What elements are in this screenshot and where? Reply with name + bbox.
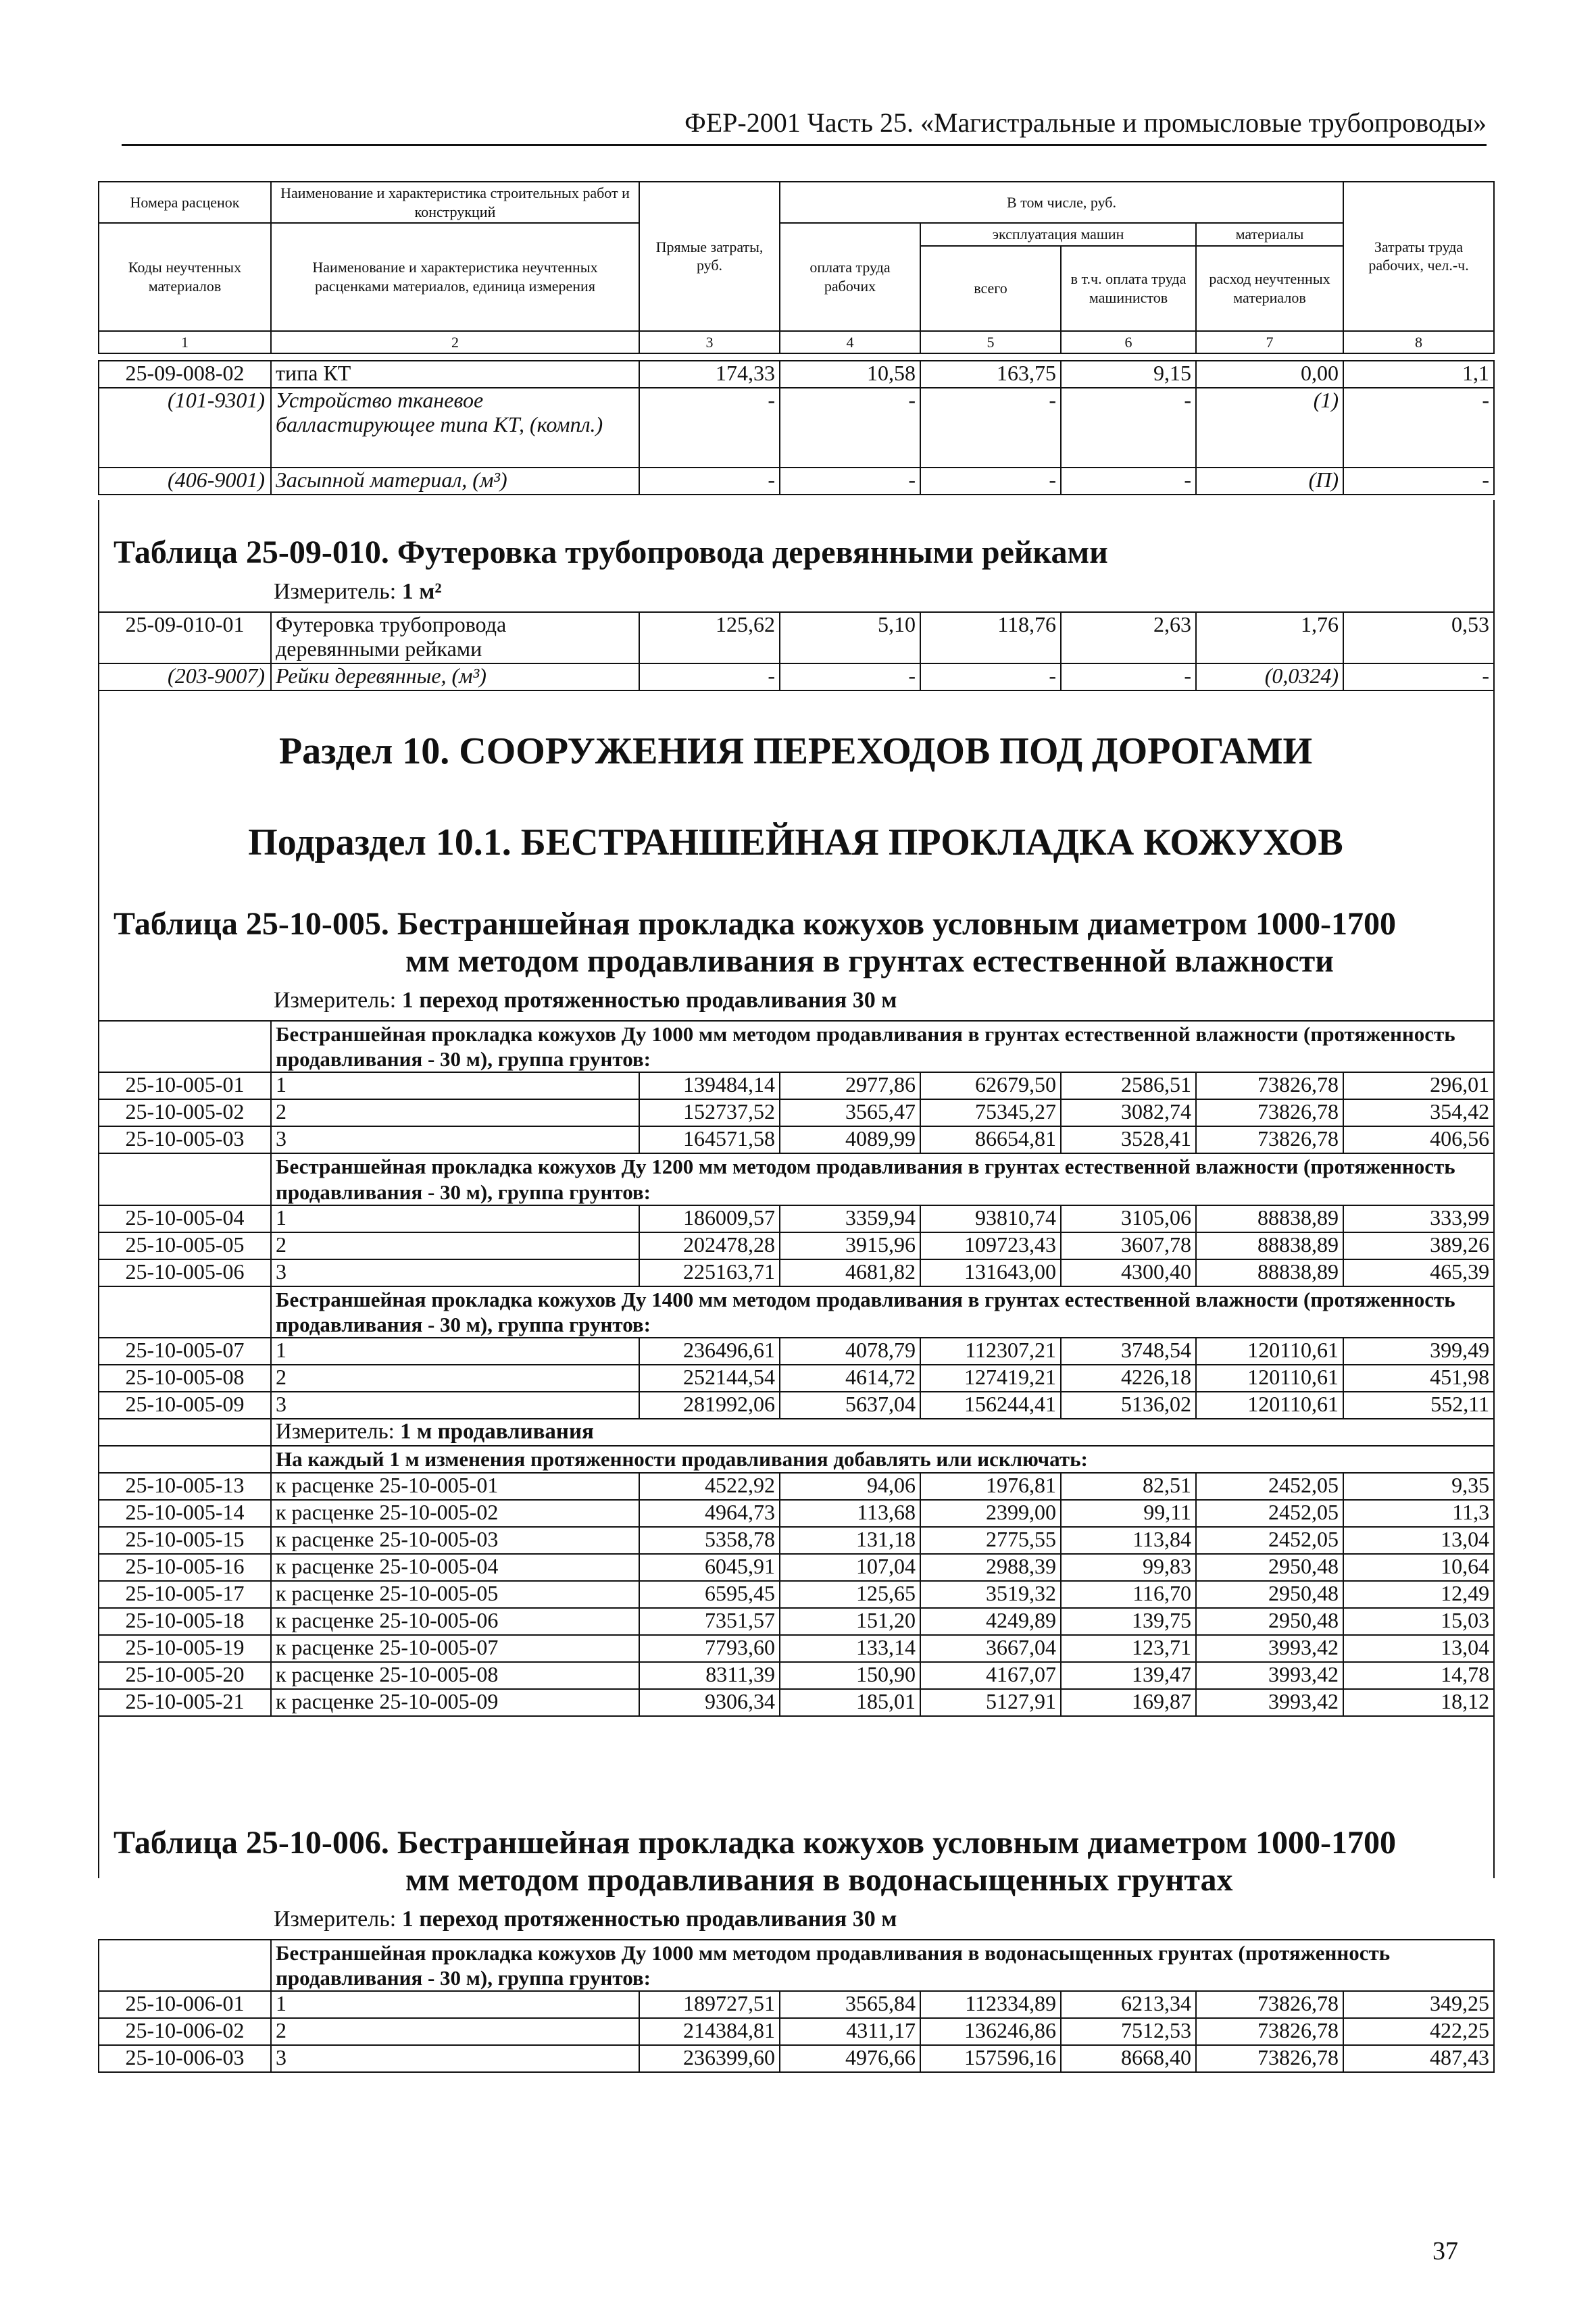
cell: 10,58 [780, 361, 920, 388]
cell: 422,25 [1343, 2018, 1494, 2045]
table-row [99, 1689, 1494, 1716]
rate-name: к расценке 25-10-005-07 [271, 1635, 639, 1662]
cell: 73826,78 [1196, 1126, 1343, 1153]
table-25-09-008-continuation [98, 360, 1495, 495]
col-num: 5 [920, 331, 1061, 354]
table-title-25-10-005-line1: Таблица 25-10-005. Бестраншейная прокладка кожухов условным диаметром 1000-1700 [114, 906, 1396, 942]
rate-name: 3 [271, 1259, 639, 1286]
cell: 156244,41 [920, 1392, 1061, 1419]
cell: - [920, 663, 1061, 690]
cell: 82,51 [1061, 1473, 1196, 1500]
material-code: (203-9007) [99, 663, 271, 690]
group-label: Бестраншейная прокладка кожухов Ду 1000 мм методом продавливания в грунтах естественной влажности (протяженность продавливания - 30 м), группа грунтов: [271, 1021, 1494, 1072]
cell: 2988,39 [920, 1554, 1061, 1581]
table-row [99, 2045, 1494, 2072]
cell: 7512,53 [1061, 2018, 1196, 2045]
cell: 152737,52 [639, 1099, 780, 1126]
group-rows [99, 1991, 1494, 2072]
table-row [99, 1338, 1494, 1365]
cell: 185,01 [780, 1689, 920, 1716]
table-title-25-10-006-line2: мм методом продавливания в водонасыщенных грунтах [405, 1862, 1233, 1898]
table-row [99, 1259, 1494, 1286]
rates-table-header [98, 181, 1495, 354]
table-25-10-005 [98, 1020, 1495, 1717]
table-row [99, 1473, 1494, 1500]
cell: 2977,86 [780, 1072, 920, 1099]
running-head: ФЕР-2001 Часть 25. «Магистральные и промысловые трубопроводы» [122, 107, 1487, 146]
cell: 127419,21 [920, 1365, 1061, 1392]
cell: 349,25 [1343, 1991, 1494, 2018]
cell: 99,83 [1061, 1554, 1196, 1581]
cell: 75345,27 [920, 1099, 1061, 1126]
cell: 3519,32 [920, 1581, 1061, 1608]
table-row [99, 1072, 1494, 1099]
cell: 4311,17 [780, 2018, 920, 2045]
cell: 139,47 [1061, 1662, 1196, 1689]
cell: 131,18 [780, 1527, 920, 1554]
cell: 186009,57 [639, 1205, 780, 1232]
cell: 88838,89 [1196, 1205, 1343, 1232]
cell: - [639, 663, 780, 690]
material-name: Засыпной материал, (м³) [271, 468, 639, 495]
cell: 1,1 [1343, 361, 1494, 388]
cell: 113,68 [780, 1500, 920, 1527]
cell: 86654,81 [920, 1126, 1061, 1153]
cell: 3528,41 [1061, 1126, 1196, 1153]
group-row [99, 1940, 1494, 1991]
cell: 2452,05 [1196, 1527, 1343, 1554]
table-row [99, 1500, 1494, 1527]
col-num: 2 [271, 331, 639, 354]
cell: - [639, 388, 780, 468]
cell: 5,10 [780, 612, 920, 663]
table-title-25-10-005-line2: мм методом продавливания в грунтах естественной влажности [405, 943, 1334, 979]
cell: 13,04 [1343, 1635, 1494, 1662]
rate-name: к расценке 25-10-005-01 [271, 1473, 639, 1500]
cell: 1,76 [1196, 612, 1343, 663]
rate-code: 25-10-005-06 [99, 1259, 271, 1286]
cell: 4614,72 [780, 1365, 920, 1392]
cell: 552,11 [1343, 1392, 1494, 1419]
table-title-25-10-006-line1: Таблица 25-10-006. Бестраншейная прокладка кожухов условным диаметром 1000-1700 [114, 1825, 1396, 1861]
table-row [99, 1554, 1494, 1581]
cell: 139,75 [1061, 1608, 1196, 1635]
cell: 2399,00 [920, 1500, 1061, 1527]
cell: 120110,61 [1196, 1365, 1343, 1392]
cell: 406,56 [1343, 1126, 1494, 1153]
rate-code: 25-10-005-13 [99, 1473, 271, 1500]
table-row [99, 1991, 1494, 2018]
cell: (1) [1196, 388, 1343, 468]
hdr-machinists-pay: в т.ч. оплата труда машинистов [1061, 246, 1196, 331]
cell: 0,00 [1196, 361, 1343, 388]
material-name: Устройство тканевое балластирующее типа КТ, (компл.) [271, 388, 639, 468]
cell: - [1343, 388, 1494, 468]
material-name: Рейки деревянные, (м³) [271, 663, 639, 690]
cell: 174,33 [639, 361, 780, 388]
meter-value: 1 м² [401, 579, 442, 604]
rate-name: 2 [271, 1099, 639, 1126]
rate-code: 25-10-005-17 [99, 1581, 271, 1608]
cell: 10,64 [1343, 1554, 1494, 1581]
cell: 3993,42 [1196, 1635, 1343, 1662]
cell: 3667,04 [920, 1635, 1061, 1662]
group-row [99, 1446, 1494, 1473]
table-25-10-006 [98, 1939, 1495, 2073]
cell: 157596,16 [920, 2045, 1061, 2072]
cell: (0,0324) [1196, 663, 1343, 690]
group-rows [99, 1473, 1494, 1716]
cell: 3082,74 [1061, 1099, 1196, 1126]
hdr-machines: эксплуатация машин [920, 223, 1196, 246]
cell: 73826,78 [1196, 1099, 1343, 1126]
table-row [99, 1662, 1494, 1689]
cell: 99,11 [1061, 1500, 1196, 1527]
col-num: 1 [99, 331, 271, 354]
cell: 12,49 [1343, 1581, 1494, 1608]
table-row [99, 1527, 1494, 1554]
cell: 136246,86 [920, 2018, 1061, 2045]
hdr-material-usage: расход неучтенных материалов [1196, 246, 1343, 331]
cell: 73826,78 [1196, 1991, 1343, 2018]
cell: 2775,55 [920, 1527, 1061, 1554]
meter-25-10-005 [274, 988, 897, 1013]
cell: 116,70 [1061, 1581, 1196, 1608]
cell: 14,78 [1343, 1662, 1494, 1689]
cell: 6595,45 [639, 1581, 780, 1608]
cell: 465,39 [1343, 1259, 1494, 1286]
rate-name: к расценке 25-10-005-03 [271, 1527, 639, 1554]
cell: 73826,78 [1196, 2018, 1343, 2045]
table-row [99, 1581, 1494, 1608]
cell: - [920, 388, 1061, 468]
meter-value: 1 переход протяженностью продавливания 30 м [401, 1907, 897, 1932]
cell: (П) [1196, 468, 1343, 495]
cell: 3607,78 [1061, 1232, 1196, 1259]
rate-name: типа КТ [271, 361, 639, 388]
cell: 15,03 [1343, 1608, 1494, 1635]
meter-label: Измеритель: [274, 1907, 397, 1932]
col-num: 4 [780, 331, 920, 354]
cell: 3915,96 [780, 1232, 920, 1259]
cell: 169,87 [1061, 1689, 1196, 1716]
cell: 113,84 [1061, 1527, 1196, 1554]
hdr-direct-costs: Прямые затраты, руб. [639, 182, 780, 331]
cell: 4300,40 [1061, 1259, 1196, 1286]
cell: 487,43 [1343, 2045, 1494, 2072]
cell: - [1343, 663, 1494, 690]
cell: 112334,89 [920, 1991, 1061, 2018]
cell: 112307,21 [920, 1338, 1061, 1365]
cell: 399,49 [1343, 1338, 1494, 1365]
table-row [99, 468, 1494, 495]
table-row [99, 1635, 1494, 1662]
rate-name: 3 [271, 1126, 639, 1153]
cell: 2452,05 [1196, 1500, 1343, 1527]
cell: 4964,73 [639, 1500, 780, 1527]
group-row [99, 1021, 1494, 1072]
cell: 107,04 [780, 1554, 920, 1581]
cell: 9,35 [1343, 1473, 1494, 1500]
cell: 93810,74 [920, 1205, 1061, 1232]
cell: 8668,40 [1061, 2045, 1196, 2072]
cell: 73826,78 [1196, 1072, 1343, 1099]
col-num: 3 [639, 331, 780, 354]
cell: 214384,81 [639, 2018, 780, 2045]
cell: 4522,92 [639, 1473, 780, 1500]
cell: 7351,57 [639, 1608, 780, 1635]
group-row [99, 1286, 1494, 1338]
rate-code: 25-10-005-07 [99, 1338, 271, 1365]
meter-value: 1 переход протяженностью продавливания 30 м [401, 988, 897, 1013]
rate-name: к расценке 25-10-005-05 [271, 1581, 639, 1608]
hdr-labor-costs: Затраты труда рабочих, чел.-ч. [1343, 182, 1494, 331]
rate-name: 3 [271, 1392, 639, 1419]
rate-name: к расценке 25-10-005-02 [271, 1500, 639, 1527]
rate-name: к расценке 25-10-005-06 [271, 1608, 639, 1635]
rate-code: 25-10-005-15 [99, 1527, 271, 1554]
cell: - [639, 468, 780, 495]
group-rows [99, 1072, 1494, 1153]
cell: 2950,48 [1196, 1608, 1343, 1635]
cell: 13,04 [1343, 1527, 1494, 1554]
cell: - [780, 468, 920, 495]
meter-label: Измеритель: [276, 1419, 395, 1444]
cell: 354,42 [1343, 1099, 1494, 1126]
group-label: Бестраншейная прокладка кожухов Ду 1000 мм методом продавливания в водонасыщенных грунтах (протяженность продавливания - 30 м), группа грунтов: [271, 1940, 1494, 1991]
meter-25-09-010 [274, 579, 442, 605]
hdr-work-name: Наименование и характеристика строительных работ и конструкций [271, 182, 639, 223]
rate-code: 25-10-005-20 [99, 1662, 271, 1689]
hdr-machines-total: всего [920, 246, 1061, 331]
table-title-25-09-010: Таблица 25-09-010. Футеровка трубопровода деревянными рейками [114, 534, 1108, 570]
rate-code: 25-10-005-08 [99, 1365, 271, 1392]
meter-row [99, 1419, 1494, 1446]
rate-code: 25-09-010-01 [99, 612, 271, 663]
cell: 281992,06 [639, 1392, 780, 1419]
rate-code: 25-10-006-01 [99, 1991, 271, 2018]
cell: 3748,54 [1061, 1338, 1196, 1365]
table-row [99, 2018, 1494, 2045]
hdr-material-name: Наименование и характеристика неучтенных расценками материалов, единица измерения [271, 223, 639, 331]
cell: 5637,04 [780, 1392, 920, 1419]
cell: 5136,02 [1061, 1392, 1196, 1419]
cell: 94,06 [780, 1473, 920, 1500]
rate-name: 1 [271, 1338, 639, 1365]
col-num: 6 [1061, 331, 1196, 354]
rate-name: к расценке 25-10-005-04 [271, 1554, 639, 1581]
group-rows [99, 1205, 1494, 1286]
group-label: Бестраншейная прокладка кожухов Ду 1200 мм методом продавливания в грунтах естественной влажности (протяженность продавливания - 30 м), группа грунтов: [271, 1153, 1494, 1205]
cell: 2950,48 [1196, 1554, 1343, 1581]
cell: 2,63 [1061, 612, 1196, 663]
cell: 5127,91 [920, 1689, 1061, 1716]
rate-name: 1 [271, 1205, 639, 1232]
rate-code: 25-10-006-02 [99, 2018, 271, 2045]
cell: 139484,14 [639, 1072, 780, 1099]
page-number: 37 [1432, 2237, 1458, 2265]
cell: 4976,66 [780, 2045, 920, 2072]
cell: 2950,48 [1196, 1581, 1343, 1608]
group-label: Бестраншейная прокладка кожухов Ду 1400 мм методом продавливания в грунтах естественной влажности (протяженность продавливания - 30 м), группа грунтов: [271, 1286, 1494, 1338]
cell: 2452,05 [1196, 1473, 1343, 1500]
meter-25-10-006 [274, 1907, 897, 1932]
rate-name: 1 [271, 1991, 639, 2018]
cell: - [1061, 388, 1196, 468]
cell: 7793,60 [639, 1635, 780, 1662]
cell: 9306,34 [639, 1689, 780, 1716]
cell: 6213,34 [1061, 1991, 1196, 2018]
cell: 225163,71 [639, 1259, 780, 1286]
rate-name: к расценке 25-10-005-08 [271, 1662, 639, 1689]
cell: 252144,54 [639, 1365, 780, 1392]
cell: 18,12 [1343, 1689, 1494, 1716]
cell: 8311,39 [639, 1662, 780, 1689]
hdr-rate-numbers: Номера расценок [99, 182, 271, 223]
cell: 236496,61 [639, 1338, 780, 1365]
cell: 109723,43 [920, 1232, 1061, 1259]
cell: 333,99 [1343, 1205, 1494, 1232]
material-code: (101-9301) [99, 388, 271, 468]
hdr-worker-pay: оплата труда рабочих [780, 223, 920, 331]
rate-code: 25-10-005-09 [99, 1392, 271, 1419]
table-row [99, 1126, 1494, 1153]
hdr-including: В том числе, руб. [780, 182, 1343, 223]
subsection-title: Подраздел 10.1. БЕСТРАНШЕЙНАЯ ПРОКЛАДКА КОЖУХОВ [248, 822, 1343, 863]
rate-name: к расценке 25-10-005-09 [271, 1689, 639, 1716]
rate-code: 25-10-005-21 [99, 1689, 271, 1716]
rate-code: 25-10-005-02 [99, 1099, 271, 1126]
rate-code: 25-10-005-05 [99, 1232, 271, 1259]
cell: 163,75 [920, 361, 1061, 388]
cell: 189727,51 [639, 1991, 780, 2018]
cell: 125,62 [639, 612, 780, 663]
col-num: 8 [1343, 331, 1494, 354]
cell: - [920, 468, 1061, 495]
table-row [99, 1099, 1494, 1126]
table-row [99, 1608, 1494, 1635]
cell: 3359,94 [780, 1205, 920, 1232]
cell: 0,53 [1343, 612, 1494, 663]
cell: - [780, 663, 920, 690]
group-rows [99, 1338, 1494, 1419]
group-row [99, 1153, 1494, 1205]
rate-code: 25-10-005-14 [99, 1500, 271, 1527]
cell: 3565,84 [780, 1991, 920, 2018]
col-num: 7 [1196, 331, 1343, 354]
cell: 164571,58 [639, 1126, 780, 1153]
hdr-material-codes: Коды неучтенных материалов [99, 223, 271, 331]
table-row [99, 663, 1494, 690]
cell: 73826,78 [1196, 2045, 1343, 2072]
cell: 6045,91 [639, 1554, 780, 1581]
material-code: (406-9001) [99, 468, 271, 495]
cell: 88838,89 [1196, 1259, 1343, 1286]
rate-name: 3 [271, 2045, 639, 2072]
rate-name: 1 [271, 1072, 639, 1099]
cell: 451,98 [1343, 1365, 1494, 1392]
rate-code: 25-10-005-19 [99, 1635, 271, 1662]
cell: 3993,42 [1196, 1689, 1343, 1716]
cell: - [1061, 663, 1196, 690]
cell: 151,20 [780, 1608, 920, 1635]
cell: 4226,18 [1061, 1365, 1196, 1392]
group-label: На каждый 1 м изменения протяженности продавливания добавлять или исключать: [271, 1446, 1494, 1473]
table-row [99, 1232, 1494, 1259]
cell: 118,76 [920, 612, 1061, 663]
cell: 11,3 [1343, 1500, 1494, 1527]
table-row [99, 1392, 1494, 1419]
rate-name: 2 [271, 1232, 639, 1259]
rate-name: 2 [271, 1365, 639, 1392]
cell: - [1061, 468, 1196, 495]
cell: 4089,99 [780, 1126, 920, 1153]
cell: 133,14 [780, 1635, 920, 1662]
cell: 4681,82 [780, 1259, 920, 1286]
cell: 389,26 [1343, 1232, 1494, 1259]
cell: 120110,61 [1196, 1392, 1343, 1419]
table-row [99, 1205, 1494, 1232]
cell: 202478,28 [639, 1232, 780, 1259]
section-title: Раздел 10. СООРУЖЕНИЯ ПЕРЕХОДОВ ПОД ДОРОГАМИ [278, 730, 1313, 772]
cell: 150,90 [780, 1662, 920, 1689]
rate-code: 25-10-005-18 [99, 1608, 271, 1635]
cell: 4167,07 [920, 1662, 1061, 1689]
cell: 1976,81 [920, 1473, 1061, 1500]
meter-label: Измеритель: [274, 579, 397, 604]
cell: 120110,61 [1196, 1338, 1343, 1365]
rate-code: 25-10-005-16 [99, 1554, 271, 1581]
cell: - [1343, 468, 1494, 495]
rate-code: 25-10-005-03 [99, 1126, 271, 1153]
table-row [99, 612, 1494, 663]
rate-code: 25-10-005-01 [99, 1072, 271, 1099]
meter-label: Измеритель: [274, 988, 397, 1013]
cell: 125,65 [780, 1581, 920, 1608]
hdr-materials: материалы [1196, 223, 1343, 246]
cell: 296,01 [1343, 1072, 1494, 1099]
cell: 9,15 [1061, 361, 1196, 388]
cell: 62679,50 [920, 1072, 1061, 1099]
cell: 3993,42 [1196, 1662, 1343, 1689]
table-row [99, 388, 1494, 468]
cell: 4078,79 [780, 1338, 920, 1365]
cell: 236399,60 [639, 2045, 780, 2072]
cell: - [780, 388, 920, 468]
cell: 3565,47 [780, 1099, 920, 1126]
cell: 123,71 [1061, 1635, 1196, 1662]
rate-name: 2 [271, 2018, 639, 2045]
table-row [99, 361, 1494, 388]
cell: 131643,00 [920, 1259, 1061, 1286]
meter-value: 1 м продавливания [400, 1419, 594, 1444]
cell: 5358,78 [639, 1527, 780, 1554]
cell: 4249,89 [920, 1608, 1061, 1635]
cell: 88838,89 [1196, 1232, 1343, 1259]
table-row [99, 1365, 1494, 1392]
rate-code: 25-09-008-02 [99, 361, 271, 388]
cell: 2586,51 [1061, 1072, 1196, 1099]
rate-code: 25-10-006-03 [99, 2045, 271, 2072]
rate-code: 25-10-005-04 [99, 1205, 271, 1232]
table-25-09-010 [98, 611, 1495, 691]
rate-name: Футеровка трубопровода деревянными рейками [271, 612, 639, 663]
cell: 3105,06 [1061, 1205, 1196, 1232]
